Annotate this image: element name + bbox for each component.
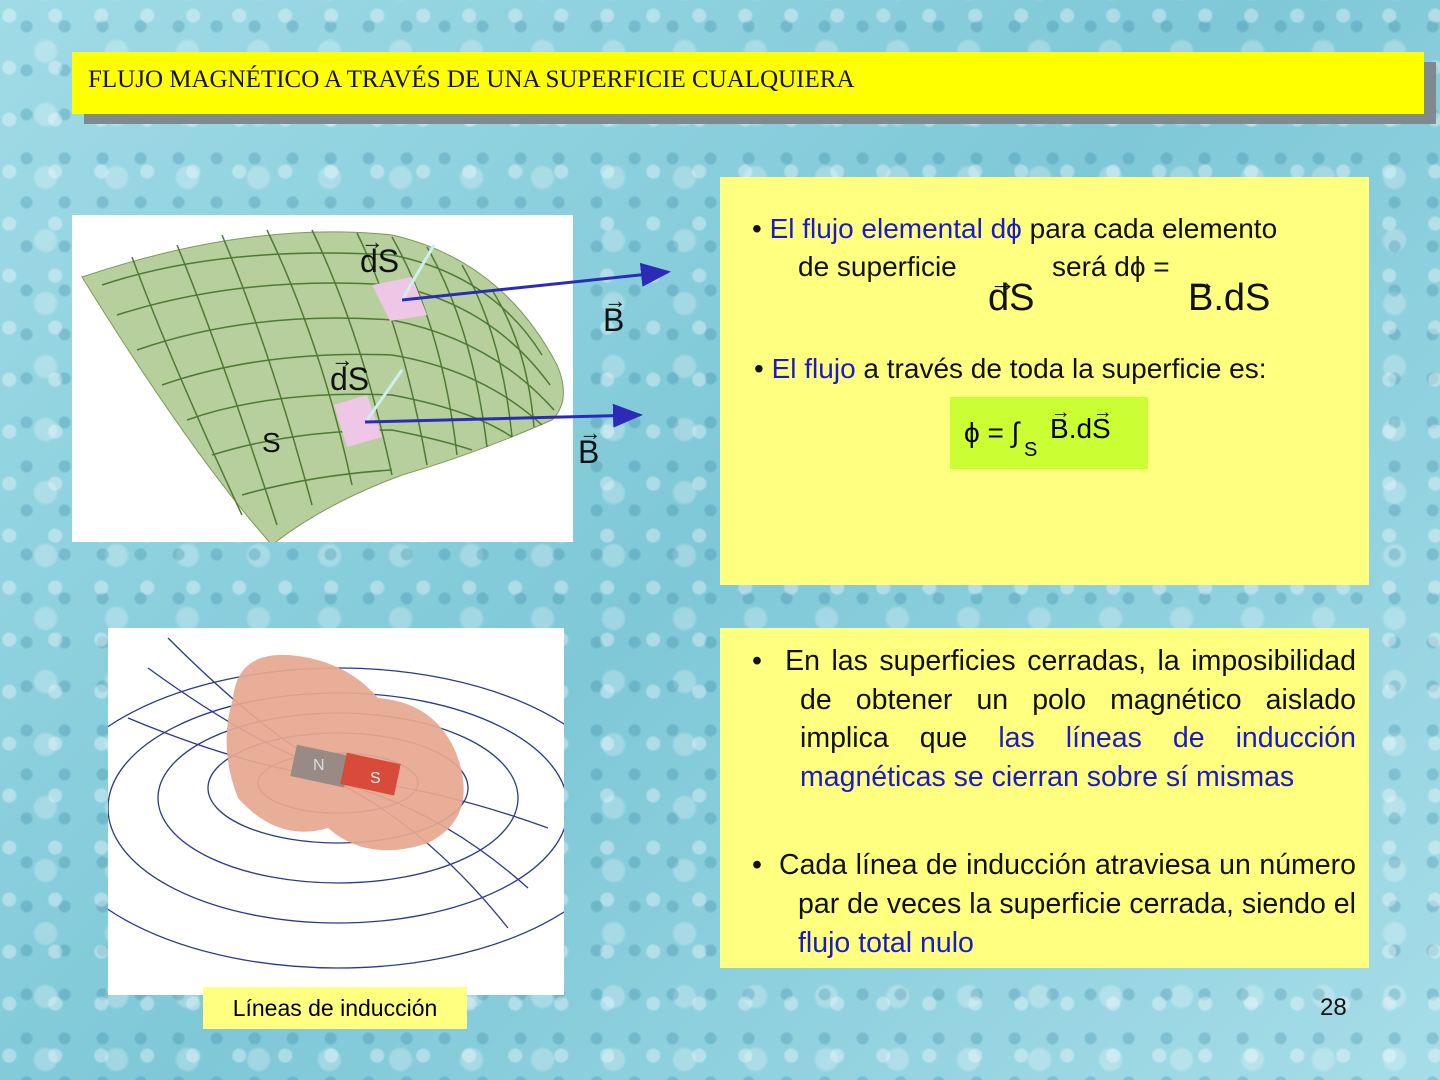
highlight-text: El flujo elemental dϕ bbox=[769, 213, 1022, 244]
formula-lhs: ϕ = ∫ bbox=[964, 417, 1020, 448]
b-label-lower bbox=[578, 434, 599, 471]
b-vector-text: → B bbox=[603, 302, 624, 339]
ds-vector-text: → dS bbox=[360, 243, 399, 280]
bullet-elemental-flux: • El flujo elemental dϕ para cada elemento bbox=[752, 213, 1278, 244]
formula-subscript: S bbox=[1024, 439, 1038, 461]
highlight-text: las líneas de inducción magnéticas se cierran sobre sí mismas bbox=[800, 722, 1357, 793]
bullet-total-flux: • El flujo a través de toda la superficie es: bbox=[754, 353, 1267, 384]
text: a través de toda la superficie es: bbox=[855, 353, 1267, 384]
text: de superficie bbox=[798, 251, 957, 282]
text: para cada elemento bbox=[1021, 213, 1278, 244]
ds-vector-text: → dS bbox=[988, 280, 1034, 316]
flux-integral-formula bbox=[950, 397, 1148, 469]
b-vector-text: → B bbox=[1050, 413, 1069, 445]
page-number: 28 bbox=[1320, 994, 1347, 1021]
highlight-text: El flujo bbox=[771, 353, 856, 384]
highlight-text: flujo total nulo bbox=[798, 927, 974, 959]
ds-vector-text: → dS bbox=[330, 361, 369, 398]
b-label-upper bbox=[603, 302, 624, 339]
dot-d-text: .d bbox=[1068, 413, 1093, 444]
figure-caption: Líneas de inducción bbox=[203, 987, 467, 1029]
bullet-induction-line: • Cada línea de inducción atraviesa un número par de veces la superficie cerrada, siendo el flujo total nulo bbox=[752, 849, 1356, 959]
text: Cada línea de inducción atraviesa un número par de veces la superficie cerrada, siendo el bbox=[778, 849, 1356, 920]
b-vector-text: → B bbox=[1188, 280, 1213, 316]
surface-s-label: S bbox=[262, 427, 281, 458]
formula-rhs bbox=[1050, 413, 1111, 445]
b-vector-text: → B bbox=[578, 434, 599, 471]
ds-symbol bbox=[988, 277, 1035, 319]
b-field-arrows bbox=[0, 0, 700, 480]
text: En las superficies cerradas, la imposibilidad de obtener un polo magnético aislado implica que bbox=[785, 645, 1356, 754]
s-vector-text: → S bbox=[1092, 413, 1111, 445]
magnet-n-label: N bbox=[313, 757, 325, 774]
dot-ds-text: .dS bbox=[1213, 277, 1271, 319]
closed-surface-field-lines-illustration bbox=[108, 628, 564, 995]
b-dot-ds-symbol bbox=[1188, 277, 1271, 319]
magnet-s-label: S bbox=[370, 770, 381, 787]
slide-title: FLUJO MAGNÉTICO A TRAVÉS DE UNA SUPERFICIE CUALQUIERA bbox=[88, 66, 855, 93]
bullet-elemental-flux-line2 bbox=[798, 249, 957, 285]
bullet-closed-surfaces: • En las superficies cerradas, la imposibilidad de obtener un polo magnético aislado implica que las líneas de inducción magnéticas se cierran sobre sí mismas bbox=[752, 645, 1357, 793]
flux-equals: será dϕ = bbox=[1052, 251, 1170, 282]
magnet-field-figure bbox=[108, 628, 564, 995]
b-arrow-upper bbox=[402, 272, 668, 300]
